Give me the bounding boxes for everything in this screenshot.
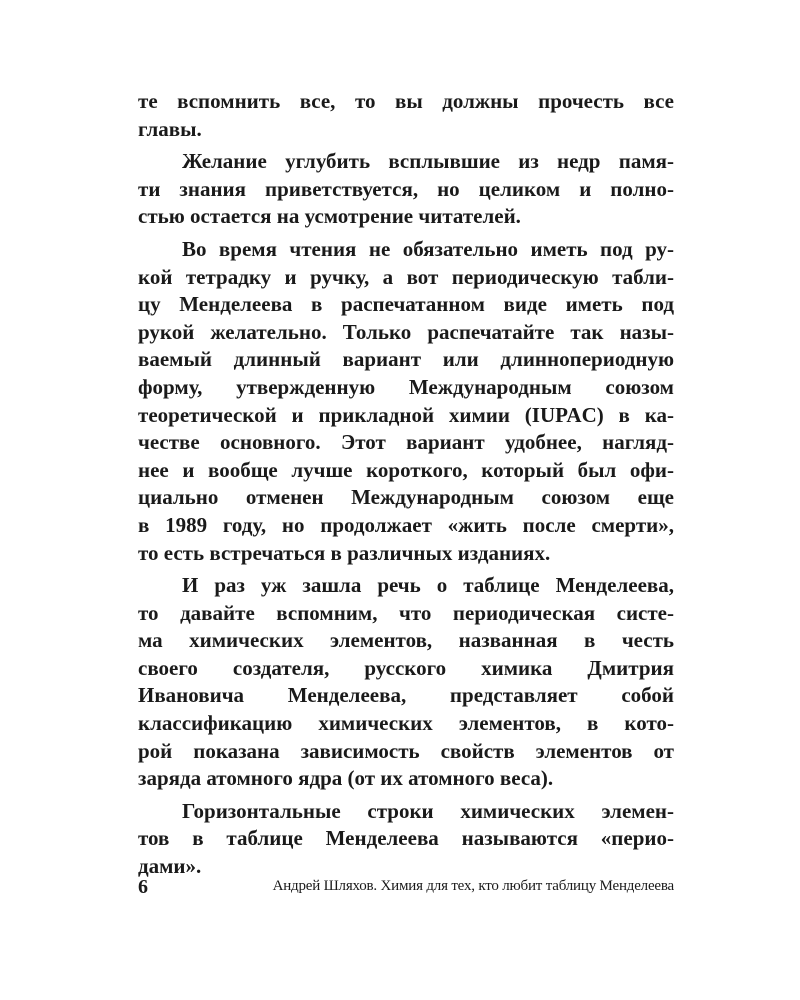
text-line: заряда атомного ядра (от их атомного веса). [138, 766, 554, 791]
text-line: нее и вообще лучше короткого, который был офи- [138, 457, 674, 482]
text-line: теоретической и прикладной химии (IUPAC) в ка- [138, 402, 674, 427]
text-line: Во время чтения не обязательно иметь под ру- [182, 236, 674, 261]
text-line: те вспомнить все, то вы должны прочесть все [138, 89, 674, 113]
text-line: Желание углубить всплывшие из недр памя- [182, 149, 674, 174]
text-line: ти знания приветствуется, но целиком и полно- [138, 176, 674, 201]
text-line: тов в таблице Менделеева называются «перио- [138, 826, 674, 851]
text-line: дами». [138, 854, 202, 879]
text-line: стью остается на усмотрение читателей. [138, 204, 521, 229]
text-line: рукой желательно. Только распечатайте так назы- [138, 319, 674, 344]
page-number: 6 [138, 876, 148, 898]
text-line: главы. [138, 116, 202, 141]
text-line: то есть встречаться в различных изданиях. [138, 540, 551, 565]
paragraph [138, 148, 674, 231]
text-line: классификацию химических элементов, в кото- [138, 711, 674, 736]
text-line: форму, утвержденную Международным союзом [138, 374, 674, 399]
text-line: Ивановича Менделеева, представляет собой [138, 683, 674, 708]
text-line: честве основного. Этот вариант удобнее, нагляд- [138, 430, 674, 455]
text-line: Горизонтальные строки химических элемен- [182, 798, 674, 823]
text-line: своего создателя, русского химика Дмитрия [138, 655, 674, 680]
text-line: то давайте вспомним, что периодическая систе- [138, 600, 674, 625]
paragraph [138, 236, 674, 567]
text-line: ма химических элементов, названная в честь [138, 628, 674, 653]
paragraph [138, 572, 674, 793]
text-line: И раз уж зашла речь о таблице Менделеева, [182, 573, 674, 598]
running-title: Андрей Шляхов. Химия для тех, кто любит таблицу Менделеева [272, 878, 674, 894]
text-line: цу Менделеева в распечатанном виде иметь под [138, 292, 674, 317]
paragraph [138, 798, 674, 881]
paragraph [138, 88, 674, 143]
page-footer [138, 876, 674, 900]
text-line: ваемый длинный вариант или длиннопериодную [138, 347, 674, 372]
text-line: рой показана зависимость свойств элементов от [138, 738, 674, 763]
text-line: в 1989 году, но продолжает «жить после смерти», [138, 512, 674, 537]
text-line: циально отменен Международным союзом еще [138, 485, 674, 510]
body-text [138, 88, 674, 881]
text-line: кой тетрадку и ручку, а вот периодическую табли- [138, 264, 674, 289]
